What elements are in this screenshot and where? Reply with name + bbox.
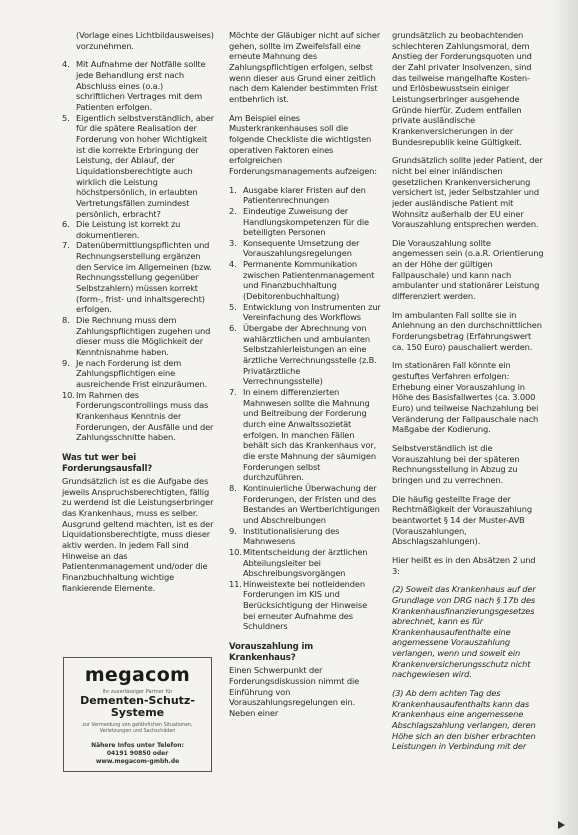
paragraph: Möchte der Gläubiger nicht auf sicher gehen, sollte im Zweifelsfall eine erneute Mahnung des Zahlungspflichtigen erfolgen, selbst wenn dieser aus Grund einer zeitlich nach dem Kalender bestimmten Frist entbehrlich ist.	[229, 30, 381, 104]
list-item	[229, 259, 381, 302]
text-column-3	[392, 30, 544, 760]
paragraph: Selbstverständlich ist die Vorauszahlung bei der späteren Rechnungsstellung in Abzug zu bringen und zu verrechnen.	[392, 442, 520, 485]
list-item	[62, 113, 214, 220]
list-text: Institutionalisierung des Mahnwesens	[243, 525, 340, 547]
text-column-2	[229, 30, 381, 727]
paragraph: Grundsätzlich sollte jeder Patient, der nicht bei einer inländischen gesetzlichen Krankenversicherung versichert ist, jeder Selbstzahler und jeder ausländische Patient mit Wohnsitz außerhalb der EU einer Vorauszahlung entsprechen werden.	[392, 155, 543, 230]
ad-title	[64, 695, 211, 719]
list-item	[62, 219, 214, 240]
list-item	[229, 483, 381, 526]
list-text: Im Rahmen des Forderungscontrollings muss das Krankenhaus Kenntnis der Forderungen, der Ausfälle und der Zahlungsschnitte haben.	[76, 389, 214, 443]
list-number: 9.	[229, 525, 237, 536]
ad-title-line: Systeme	[110, 706, 165, 719]
ad-brand-logo: megacom	[84, 664, 191, 686]
list-text: Eigentlich selbstverständlich, aber für die spätere Realisation der Forderung von hoher Wichtigkeit ist die korrekte Erbringung der Leistung, der Ablauf, der Liquidationsberechtigte auch wirklich die Leistung höchstpersönlich, in erlaubten Vertretungsfällen zumindest persönlich, erbracht?	[76, 112, 215, 219]
list-number: 9.	[62, 357, 70, 368]
list-text: Mitentscheidung der ärztlichen Abteilungsleiter bei Abschreibungsvorgängen	[243, 546, 368, 579]
quoted-paragraph: (3) Ab dem achten Tag des Krankenhausaufenthalts kann das Krankenhaus eine angemessene Abschlagszahlung verlangen, deren Höhe sich an den bisher erbrachten Leistungen in Verbindung mit der	[392, 688, 536, 752]
list-number: 10.	[229, 546, 242, 557]
list-item	[229, 323, 381, 387]
paragraph: Einen Schwerpunkt der Forderungsdiskussion nimmt die Einführung von Vorauszahlungsregelungen ein. Neben einer	[229, 665, 360, 718]
section-heading: Vorauszahlung im Krankenhaus?	[229, 642, 314, 663]
list-text: Je nach Forderung ist dem Zahlungspflichtigen eine ausreichende Frist einzuräumen.	[76, 357, 208, 389]
list-text: Die Rechnung muss dem Zahlungspflichtigen zugehen und dieser muss die Möglichkeit der Kenntnisnahme haben.	[76, 315, 211, 358]
list-number: 4.	[229, 259, 237, 270]
list-text: In einem differenzierten Mahnwesen sollte die Mahnung und Beitreibung der Forderung durch eine Anwaltssozietät erfolgen. In manchen Fällen behält sich das Krankenhaus vor, die erste Mahnung der säumigen Forderungen selbst durchzuführen.	[243, 387, 377, 483]
list-number: 6.	[62, 219, 70, 230]
paragraph: Grundsätzlich ist es die Aufgabe des jeweils Anspruchsberechtigten, fällig zu werdend ist die Leistungserbringer das Krankenhaus, muss es selber. Ausgrund geltend machten, ist es der Liquidationsberechtigte, muss dieser aktiv werden. In jedem Fall sind Hinweise an das Patientenmanagement und/oder die Finanzbuchhaltung wichtige flankierende Elemente.	[62, 476, 214, 593]
list-text: Kontinuierliche Überwachung der Forderungen, der Fristen und des Bestandes an Wertberichtigungen und Abschreibungen	[243, 482, 380, 525]
ad-title-line: Dementen-Schutz-	[80, 694, 195, 707]
list-number: 3.	[229, 237, 237, 248]
list-text: Mit Aufnahme der Notfälle sollte jede Behandlung erst nach Abschluss eines (o.a.) schriftlichen Vertrages mit dem Patienten erfolgen.	[76, 59, 206, 112]
paragraph: Hier heißt es in den Absätzen 2 und 3:	[392, 554, 536, 576]
paragraph: Die häufig gestellte Frage der Rechtmäßigkeit der Vorauszahlung beantwortet § 14 der Muster-AVB (Vorauszahlungen, Abschlagszahlungen).	[392, 493, 532, 547]
list-number: 10.	[62, 389, 75, 400]
list-item	[229, 185, 381, 206]
list-number: 8.	[62, 315, 70, 326]
list-item	[62, 390, 214, 443]
quoted-paragraph: (2) Soweit das Krankenhaus auf der Grundlage von DRG nach § 17b des Krankenhausfinanzierungsgesetzes abrechnet, kann es für Krankenhausaufenthalte eine angemessene Vorauszahlung verlangen, wenn und soweit ein Krankenversicherungsschutz nicht nachgewiesen wird.	[392, 584, 536, 680]
ad-subline: Ihr zuverlässiger Partner für	[102, 689, 173, 695]
paragraph: Im stationären Fall könnte ein gestuftes Verfahren erfolgen: Erhebung einer Vorauszahlung in Höhe des Basisfallwertes (ca. 3.000 Euro) und teilweise Nachzahlung bei Veränderung der Fallpauschale nach Maßgabe der Kodierung.	[392, 360, 539, 435]
paragraph: Die Vorauszahlung sollte angemessen sein (o.a.R. Orientierung an der Höhe der gültigen Fallpauschale) und kann nach ambulanter und stationärer Leistung differenziert werden.	[392, 237, 544, 302]
list-text: Entwicklung von Instrumenten zur Vereinfachung des Workflows	[243, 301, 381, 323]
list-number: 4.	[62, 59, 70, 70]
page-edge-shadow	[550, 0, 578, 835]
ad-info-line: Nähere Infos unter Telefon:	[91, 742, 184, 749]
list-text: Konsequente Umsetzung der Vorauszahlungsregelungen	[243, 237, 360, 259]
list-text: Ausgabe klarer Fristen auf den Patientenrechnungen	[243, 184, 366, 206]
ad-description: zur Vermeidung von gefährlichen Situationen, Verletzungen und Sachschäden	[82, 723, 193, 734]
list-text: Die Leistung ist korrekt zu dokumentieren.	[76, 219, 181, 240]
advertisement-box	[63, 657, 212, 772]
list-number: 11.	[229, 578, 242, 589]
list-text: Hinweistexte bei notleidenden Forderungen im KIS und Berücksichtigung der Hinweise bei erneuter Aufnahme des Schuldners	[243, 578, 368, 632]
text-column-1	[62, 30, 214, 601]
ad-phone: 04191 90850 oder	[106, 750, 169, 757]
list-text: Datenübermittlungspflichten und Rechnungserstellung ergänzen den Service im Allgemeinen (bzw. Rechnungsstellung gegenüber Selbstzahlern) müssen korrekt (form-, frist- und inhaltsgerecht) erfolgen.	[76, 240, 212, 315]
list-item	[229, 579, 381, 632]
list-number: 1.	[229, 184, 237, 195]
list-item	[229, 526, 381, 547]
ad-website-link[interactable]: www.megacom-gmbh.de	[95, 758, 180, 765]
list-number: 7.	[229, 387, 237, 397]
list-item	[229, 547, 381, 579]
list-item	[229, 387, 381, 483]
list-text: Eindeutige Zuweisung der Handlungskompetenzen für die beteiligten Personen	[243, 205, 369, 238]
list-number: 5.	[62, 112, 70, 123]
paragraph: grundsätzlich zu beobachtenden schlechteren Zahlungsmoral, dem Anstieg der Forderungsquoten und der Zahl privater Insolvenzen, sind das teilweise mangelhafte Kosten- und Erlösbewusstsein einiger Leistungserbringer ausgehende Gründe hierfür. Zudem entfallen private ausländische Krankenversicherungen in der Bundesrepublik keine Gültigkeit.	[392, 30, 532, 147]
list-item	[62, 358, 214, 390]
list-text: Übergabe der Abrechnung von wahlärztlichen und ambulanten Selbstzahlerleistungen an eine ärztliche Verrechnungsstelle (z.B. Privatärztliche Verrechnungsstelle)	[243, 323, 377, 387]
list-text: Permanente Kommunikation zwischen Patientenmanagement und Finanzbuchhaltung (Debitorenbuchhaltung)	[243, 259, 375, 302]
paragraph: (Vorlage eines Lichtbildausweises) vorzunehmen.	[76, 30, 214, 51]
list-number: 6.	[229, 323, 237, 334]
list-number: 7.	[62, 240, 70, 251]
paragraph: Im ambulanten Fall sollte sie in Anlehnung an den durchschnittlichen Forderungsbetrag (Erfahrungswert ca. 150 Euro) pauschaliert werden.	[392, 309, 542, 352]
list-item	[62, 240, 214, 315]
list-number: 2.	[229, 205, 237, 216]
list-number: 8.	[229, 482, 237, 493]
numbered-list	[62, 59, 214, 443]
paragraph: Am Beispiel eines Musterkrankenhauses soll die folgende Checkliste die wichtigsten operativen Faktoren eines erfolgreichen Forderungsmanagements aufzeigen:	[229, 112, 377, 176]
list-item	[62, 59, 214, 112]
list-number: 5.	[229, 301, 237, 312]
section-heading: Was tut wer bei Forderungsausfall?	[62, 452, 153, 474]
numbered-list	[229, 185, 381, 633]
list-item	[229, 238, 381, 259]
list-item	[229, 206, 381, 238]
list-item	[229, 302, 381, 323]
list-item	[62, 315, 214, 358]
